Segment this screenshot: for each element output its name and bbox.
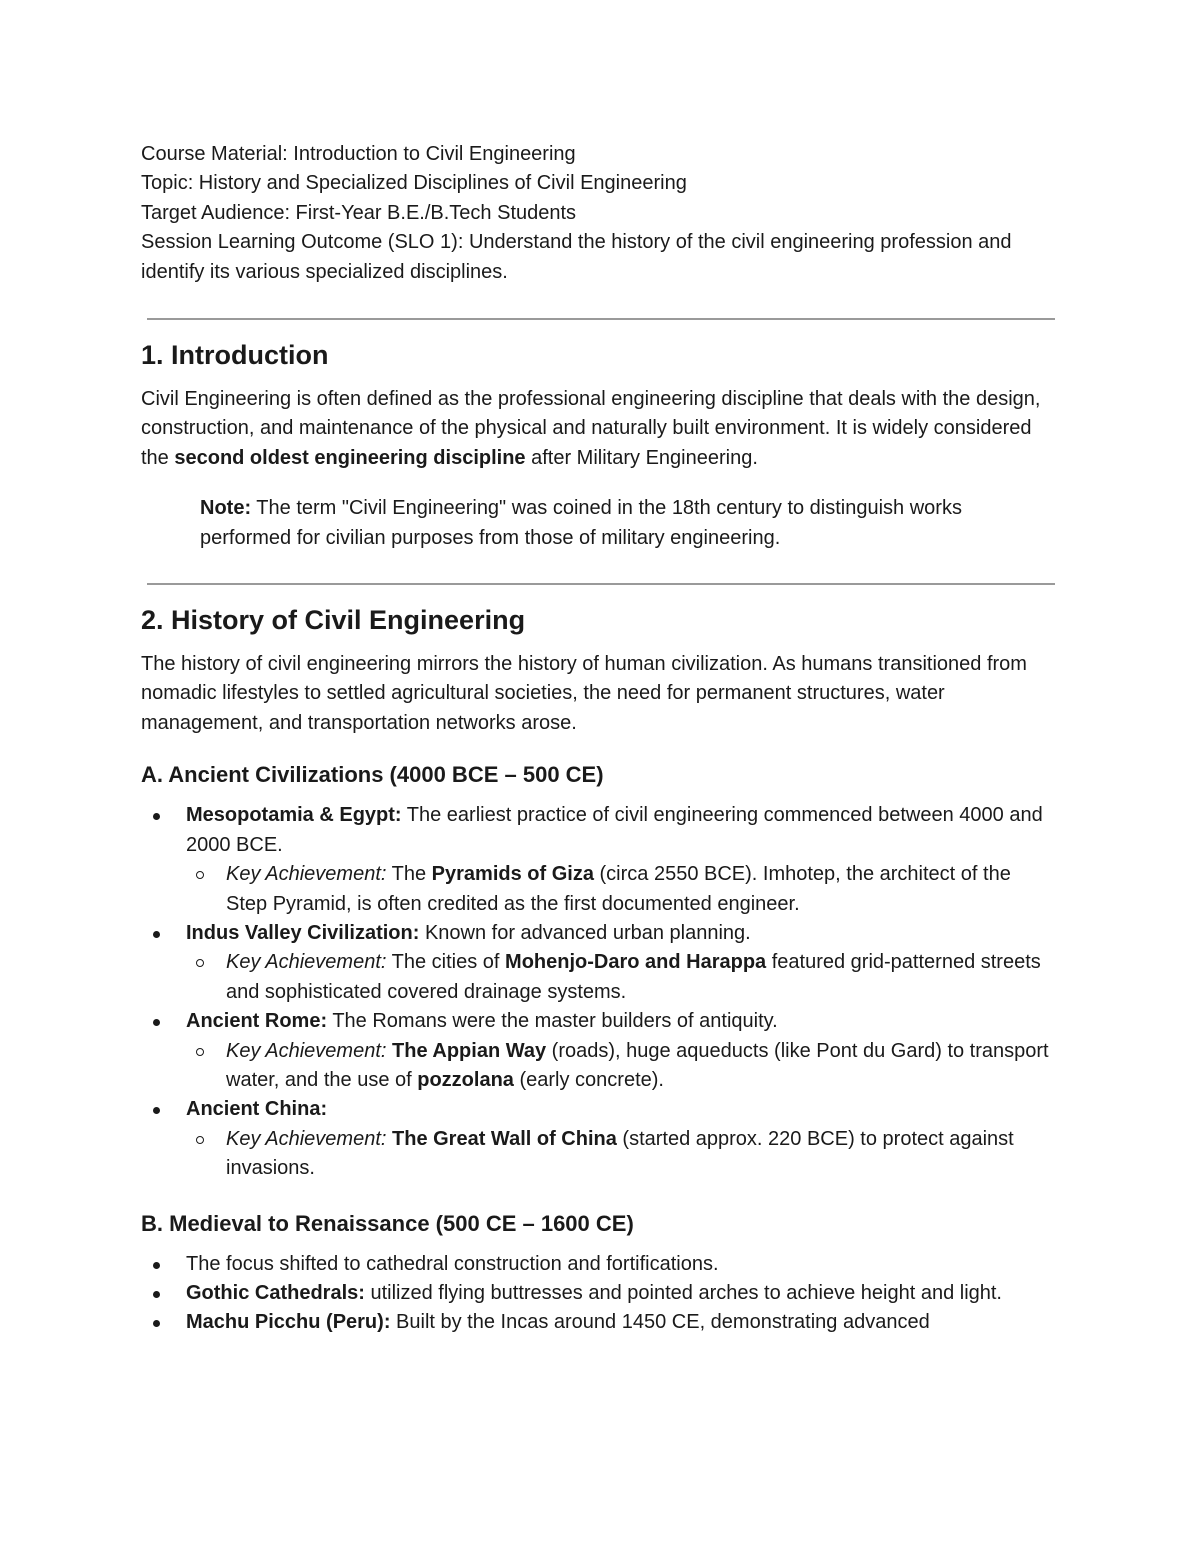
item-text: The focus shifted to cathedral construction and fortifications.	[186, 1252, 719, 1275]
sub-text: featured grid-patterned streets and sophisticated covered drainage systems.	[226, 951, 1041, 1003]
item-label: Gothic Cathedrals:	[186, 1281, 365, 1304]
intro-text-bold: second oldest engineering discipline	[174, 446, 526, 469]
divider-1	[147, 318, 1055, 320]
sub-text: (started approx. 220 BCE) to protect against invasions.	[226, 1127, 1014, 1180]
item-text: Built by the Incas around 1450 CE, demonstrating advanced	[390, 1311, 930, 1334]
sub-bold: The Great Wall of China	[392, 1127, 617, 1150]
list-item	[141, 1250, 1056, 1279]
sub-text: The cities of	[386, 951, 506, 974]
sub-text: (roads), huge aqueducts (like Pont du Gard) to transport water, and the use of	[226, 1039, 1049, 1091]
note-label: Note:	[200, 497, 252, 520]
circle-bullet-icon	[196, 1136, 204, 1144]
sub-list	[186, 1125, 1056, 1184]
sub-list	[186, 860, 1056, 919]
ancient-heading: A. Ancient Civilizations (4000 BCE – 500 CE)	[141, 762, 604, 788]
item-text: utilized flying buttresses and pointed arches to achieve height and light.	[364, 1281, 1002, 1304]
item-label: Ancient China:	[186, 1098, 328, 1121]
sub-list	[186, 1037, 1056, 1096]
bullet-icon	[153, 1019, 160, 1026]
sub-bold: The Appian Way	[392, 1039, 547, 1062]
sub-bold: Mohenjo-Daro and Harappa	[505, 951, 767, 974]
list-item	[141, 1308, 1056, 1337]
key-achievement-label: Key Achievement:	[226, 1039, 387, 1062]
history-paragraph: The history of civil engineering mirrors the history of human civilization. As humans transitioned from nomadic lifestyles to settled agricultural societies, the need for permanent structures, water management, and transportation networks arose.	[141, 653, 1027, 734]
course-material-line: Course Material: Introduction to Civil Engineering	[141, 143, 576, 165]
sub-text: (early concrete).	[513, 1068, 664, 1091]
sub-bold: Pyramids of Giza	[431, 863, 594, 886]
bullet-icon	[153, 1107, 160, 1114]
list-item	[141, 1095, 1056, 1183]
intro-note	[141, 494, 1056, 553]
list-item	[141, 1007, 1056, 1095]
list-item	[186, 860, 1056, 919]
note-text: The term "Civil Engineering" was coined in the 18th century to distinguish works performed for civilian purposes from those of military engineering.	[200, 497, 962, 549]
list-item	[186, 948, 1056, 1007]
circle-bullet-icon	[196, 871, 204, 879]
sub-text: (circa 2550 BCE). Imhotep, the architect of the Step Pyramid, is often credited as the first documented engineer.	[226, 863, 1011, 915]
item-label: Indus Valley Civilization:	[186, 921, 420, 944]
key-achievement-label: Key Achievement:	[226, 863, 387, 886]
ancient-list	[141, 801, 1056, 1183]
list-item	[141, 1279, 1056, 1308]
circle-bullet-icon	[196, 959, 204, 967]
list-item	[186, 1125, 1056, 1184]
intro-text-b: after Military Engineering.	[525, 446, 758, 469]
item-label: Ancient Rome:	[186, 1010, 328, 1033]
sub-text: The	[386, 863, 432, 886]
history-heading: 2. History of Civil Engineering	[141, 605, 526, 636]
item-text: Known for advanced urban planning.	[419, 921, 751, 944]
document-page	[141, 140, 1056, 1338]
medieval-list	[141, 1250, 1056, 1338]
bullet-icon	[153, 1262, 160, 1269]
bullet-icon	[153, 1320, 160, 1327]
slo-line: Session Learning Outcome (SLO 1): Understand the history of the civil engineering profession and identify its various specialized disciplines.	[141, 231, 1012, 283]
item-text: The Romans were the master builders of antiquity.	[327, 1010, 778, 1033]
bullet-icon	[153, 813, 160, 820]
intro-paragraph	[141, 385, 1056, 473]
item-text: The earliest practice of civil engineering commenced between 4000 and 2000 BCE.	[186, 804, 1043, 856]
bullet-icon	[153, 1291, 160, 1298]
key-achievement-label: Key Achievement:	[226, 1127, 387, 1150]
item-label: Machu Picchu (Peru):	[186, 1311, 391, 1334]
bullet-icon	[153, 931, 160, 938]
intro-text-a: Civil Engineering is often defined as the professional engineering discipline that deals with the design, construction, and maintenance of the physical and naturally built environment. It is widely considered the	[141, 388, 1041, 469]
audience-line: Target Audience: First-Year B.E./B.Tech Students	[141, 201, 577, 224]
list-item	[141, 919, 1056, 1007]
list-item	[186, 1037, 1056, 1096]
item-label: Mesopotamia & Egypt:	[186, 804, 402, 827]
topic-line: Topic: History and Specialized Disciplines of Civil Engineering	[141, 172, 687, 195]
medieval-heading: B. Medieval to Renaissance (500 CE – 1600 CE)	[141, 1210, 634, 1236]
sub-bold: pozzolana	[417, 1068, 514, 1091]
circle-bullet-icon	[196, 1048, 204, 1056]
course-header	[141, 140, 1056, 287]
intro-heading: 1. Introduction	[141, 340, 329, 371]
divider-2	[147, 583, 1055, 585]
key-achievement-label: Key Achievement:	[226, 951, 387, 974]
list-item	[141, 801, 1056, 919]
sub-list	[186, 948, 1056, 1007]
